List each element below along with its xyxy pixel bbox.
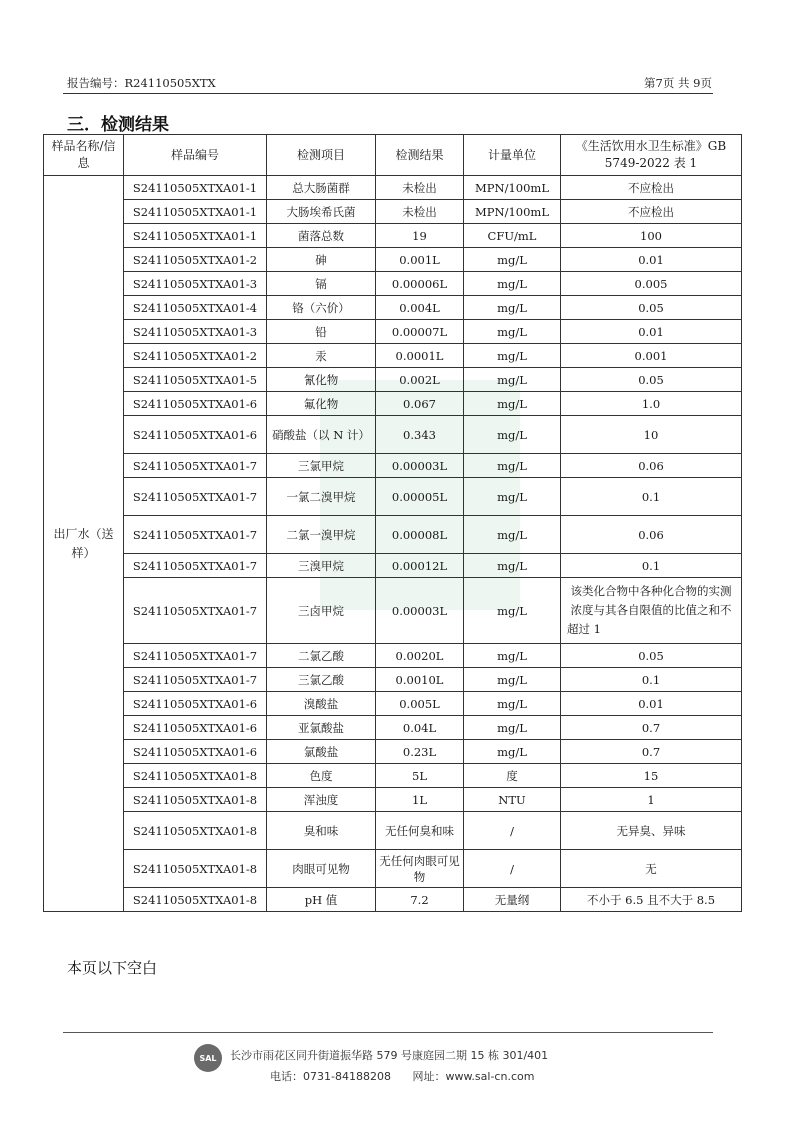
table-header-row [44, 135, 742, 176]
test-result: 0.002L [376, 368, 464, 392]
report-number: 报告编号：R24110505XTX [67, 76, 216, 90]
company-phone: 电话：0731-84188208 [270, 1070, 391, 1083]
test-result: 0.23L [376, 740, 464, 764]
results-body [44, 176, 742, 912]
unit: CFU/mL [464, 224, 561, 248]
table-row [44, 812, 742, 850]
test-result: 0.00003L [376, 454, 464, 478]
test-item: 臭和味 [267, 812, 376, 850]
unit: mg/L [464, 392, 561, 416]
sample-id: S24110505XTXA01-8 [124, 850, 267, 888]
test-result: 0.00012L [376, 554, 464, 578]
unit: 无量纲 [464, 888, 561, 912]
test-result: 未检出 [376, 176, 464, 200]
table-row [44, 272, 742, 296]
table-row [44, 578, 742, 644]
test-result: 0.004L [376, 296, 464, 320]
test-result: 19 [376, 224, 464, 248]
unit: mg/L [464, 248, 561, 272]
sample-id: S24110505XTXA01-6 [124, 716, 267, 740]
standard-limit: 0.01 [561, 248, 742, 272]
test-item: pH 值 [267, 888, 376, 912]
standard-limit: 0.1 [561, 554, 742, 578]
table-row [44, 224, 742, 248]
table-row [44, 344, 742, 368]
test-item: 二氯乙酸 [267, 644, 376, 668]
test-result: 0.0020L [376, 644, 464, 668]
sample-id: S24110505XTXA01-1 [124, 224, 267, 248]
test-item: 汞 [267, 344, 376, 368]
standard-limit: 1.0 [561, 392, 742, 416]
standard-limit: 0.001 [561, 344, 742, 368]
test-item: 色度 [267, 764, 376, 788]
company-logo-icon: SAL [194, 1044, 222, 1072]
standard-limit: 0.7 [561, 740, 742, 764]
table-row [44, 296, 742, 320]
sample-id: S24110505XTXA01-7 [124, 668, 267, 692]
standard-limit: 0.01 [561, 692, 742, 716]
table-row [44, 368, 742, 392]
blank-page-note: 本页以下空白 [67, 959, 158, 977]
header-test-result: 检测结果 [376, 135, 464, 176]
sample-id: S24110505XTXA01-8 [124, 812, 267, 850]
table-row [44, 454, 742, 478]
standard-limit: 0.05 [561, 644, 742, 668]
sample-id: S24110505XTXA01-2 [124, 344, 267, 368]
unit: mg/L [464, 320, 561, 344]
test-item: 砷 [267, 248, 376, 272]
sample-id: S24110505XTXA01-5 [124, 368, 267, 392]
sample-id: S24110505XTXA01-8 [124, 764, 267, 788]
test-result: 7.2 [376, 888, 464, 912]
test-item: 总大肠菌群 [267, 176, 376, 200]
test-result: 0.0001L [376, 344, 464, 368]
test-result: 0.067 [376, 392, 464, 416]
test-item: 肉眼可见物 [267, 850, 376, 888]
table-row [44, 788, 742, 812]
test-item: 三氯甲烷 [267, 454, 376, 478]
standard-limit: 15 [561, 764, 742, 788]
test-result: 无任何肉眼可见物 [376, 850, 464, 888]
table-row [44, 764, 742, 788]
unit: mg/L [464, 272, 561, 296]
test-item: 镉 [267, 272, 376, 296]
test-result: 无任何臭和味 [376, 812, 464, 850]
test-item: 铅 [267, 320, 376, 344]
table-row [44, 850, 742, 888]
test-item: 硝酸盐（以 N 计） [267, 416, 376, 454]
sample-id: S24110505XTXA01-7 [124, 516, 267, 554]
company-contact [270, 1068, 552, 1084]
test-result: 0.005L [376, 692, 464, 716]
test-result: 0.00005L [376, 478, 464, 516]
test-item: 三溴甲烷 [267, 554, 376, 578]
standard-limit: 100 [561, 224, 742, 248]
section-title: 三．检测结果 [67, 115, 169, 135]
test-item: 氯酸盐 [267, 740, 376, 764]
test-item: 溴酸盐 [267, 692, 376, 716]
table-row [44, 200, 742, 224]
test-result: 1L [376, 788, 464, 812]
test-result: 0.001L [376, 248, 464, 272]
unit: / [464, 812, 561, 850]
sample-id: S24110505XTXA01-7 [124, 644, 267, 668]
test-item: 浑浊度 [267, 788, 376, 812]
test-item: 三氯乙酸 [267, 668, 376, 692]
test-item: 一氯二溴甲烷 [267, 478, 376, 516]
header-sample-name: 样品名称/信息 [44, 135, 124, 176]
unit: mg/L [464, 668, 561, 692]
header-test-item: 检测项目 [267, 135, 376, 176]
table-row [44, 716, 742, 740]
table-row [44, 320, 742, 344]
unit: / [464, 850, 561, 888]
unit: mg/L [464, 578, 561, 644]
table-row [44, 392, 742, 416]
header-sample-id: 样品编号 [124, 135, 267, 176]
unit: mg/L [464, 416, 561, 454]
sample-id: S24110505XTXA01-8 [124, 888, 267, 912]
unit: mg/L [464, 716, 561, 740]
sample-id: S24110505XTXA01-2 [124, 248, 267, 272]
table-row [44, 668, 742, 692]
standard-limit: 不应检出 [561, 200, 742, 224]
sample-id: S24110505XTXA01-7 [124, 554, 267, 578]
table-row [44, 478, 742, 516]
unit: mg/L [464, 368, 561, 392]
test-item: 铬（六价） [267, 296, 376, 320]
test-result: 5L [376, 764, 464, 788]
unit: mg/L [464, 554, 561, 578]
standard-limit: 不小于 6.5 且不大于 8.5 [561, 888, 742, 912]
company-website: 网址：www.sal-cn.com [412, 1070, 535, 1083]
test-result: 0.00003L [376, 578, 464, 644]
test-item: 氟化物 [267, 392, 376, 416]
sample-id: S24110505XTXA01-1 [124, 200, 267, 224]
test-item: 菌落总数 [267, 224, 376, 248]
unit: mg/L [464, 454, 561, 478]
test-item: 亚氯酸盐 [267, 716, 376, 740]
unit: mg/L [464, 478, 561, 516]
table-row [44, 554, 742, 578]
test-result: 0.04L [376, 716, 464, 740]
unit: mg/L [464, 344, 561, 368]
standard-limit: 0.06 [561, 516, 742, 554]
page-indicator: 第7页 共 9页 [644, 76, 712, 90]
unit: mg/L [464, 644, 561, 668]
standard-limit: 0.05 [561, 296, 742, 320]
standard-limit: 0.1 [561, 478, 742, 516]
standard-limit: 10 [561, 416, 742, 454]
sample-category: 出厂水（送样） [44, 176, 124, 912]
standard-limit: 无 [561, 850, 742, 888]
sample-id: S24110505XTXA01-1 [124, 176, 267, 200]
sample-id: S24110505XTXA01-8 [124, 788, 267, 812]
sample-id: S24110505XTXA01-6 [124, 392, 267, 416]
sample-id: S24110505XTXA01-3 [124, 272, 267, 296]
unit: MPN/100mL [464, 176, 561, 200]
sample-id: S24110505XTXA01-6 [124, 692, 267, 716]
results-table [43, 134, 742, 912]
standard-limit: 0.005 [561, 272, 742, 296]
table-row [44, 248, 742, 272]
table-row [44, 692, 742, 716]
standard-limit: 无异臭、异味 [561, 812, 742, 850]
table-row [44, 740, 742, 764]
company-address: 长沙市雨花区同升街道振华路 579 号康庭园二期 15 栋 301/401 [230, 1049, 549, 1062]
standard-limit: 0.05 [561, 368, 742, 392]
table-row [44, 176, 742, 200]
test-item: 氰化物 [267, 368, 376, 392]
header-unit: 计量单位 [464, 135, 561, 176]
table-row [44, 888, 742, 912]
test-item: 二氯一溴甲烷 [267, 516, 376, 554]
standard-limit: 不应检出 [561, 176, 742, 200]
sample-id: S24110505XTXA01-7 [124, 478, 267, 516]
test-result: 0.0010L [376, 668, 464, 692]
test-result: 0.00006L [376, 272, 464, 296]
test-result: 0.00008L [376, 516, 464, 554]
unit: NTU [464, 788, 561, 812]
sample-id: S24110505XTXA01-7 [124, 578, 267, 644]
unit: MPN/100mL [464, 200, 561, 224]
header-standard: 《生活饮用水卫生标准》GB 5749-2022 表 1 [561, 135, 742, 176]
standard-limit: 0.01 [561, 320, 742, 344]
standard-limit: 该类化合物中各种化合物的实测浓度与其各自限值的比值之和不超过 1 [561, 578, 742, 644]
standard-limit: 0.1 [561, 668, 742, 692]
unit: 度 [464, 764, 561, 788]
unit: mg/L [464, 740, 561, 764]
test-item: 大肠埃希氏菌 [267, 200, 376, 224]
sample-id: S24110505XTXA01-6 [124, 416, 267, 454]
sample-id: S24110505XTXA01-3 [124, 320, 267, 344]
table-row [44, 644, 742, 668]
sample-id: S24110505XTXA01-4 [124, 296, 267, 320]
unit: mg/L [464, 296, 561, 320]
footer-divider [63, 1032, 713, 1033]
report-header [67, 75, 712, 91]
table-row [44, 416, 742, 454]
table-row [44, 516, 742, 554]
header-divider [63, 93, 713, 94]
test-result: 0.343 [376, 416, 464, 454]
sample-id: S24110505XTXA01-6 [124, 740, 267, 764]
test-item: 三卤甲烷 [267, 578, 376, 644]
test-result: 未检出 [376, 200, 464, 224]
standard-limit: 0.7 [561, 716, 742, 740]
unit: mg/L [464, 692, 561, 716]
sample-id: S24110505XTXA01-7 [124, 454, 267, 478]
test-result: 0.00007L [376, 320, 464, 344]
standard-limit: 1 [561, 788, 742, 812]
unit: mg/L [464, 516, 561, 554]
standard-limit: 0.06 [561, 454, 742, 478]
